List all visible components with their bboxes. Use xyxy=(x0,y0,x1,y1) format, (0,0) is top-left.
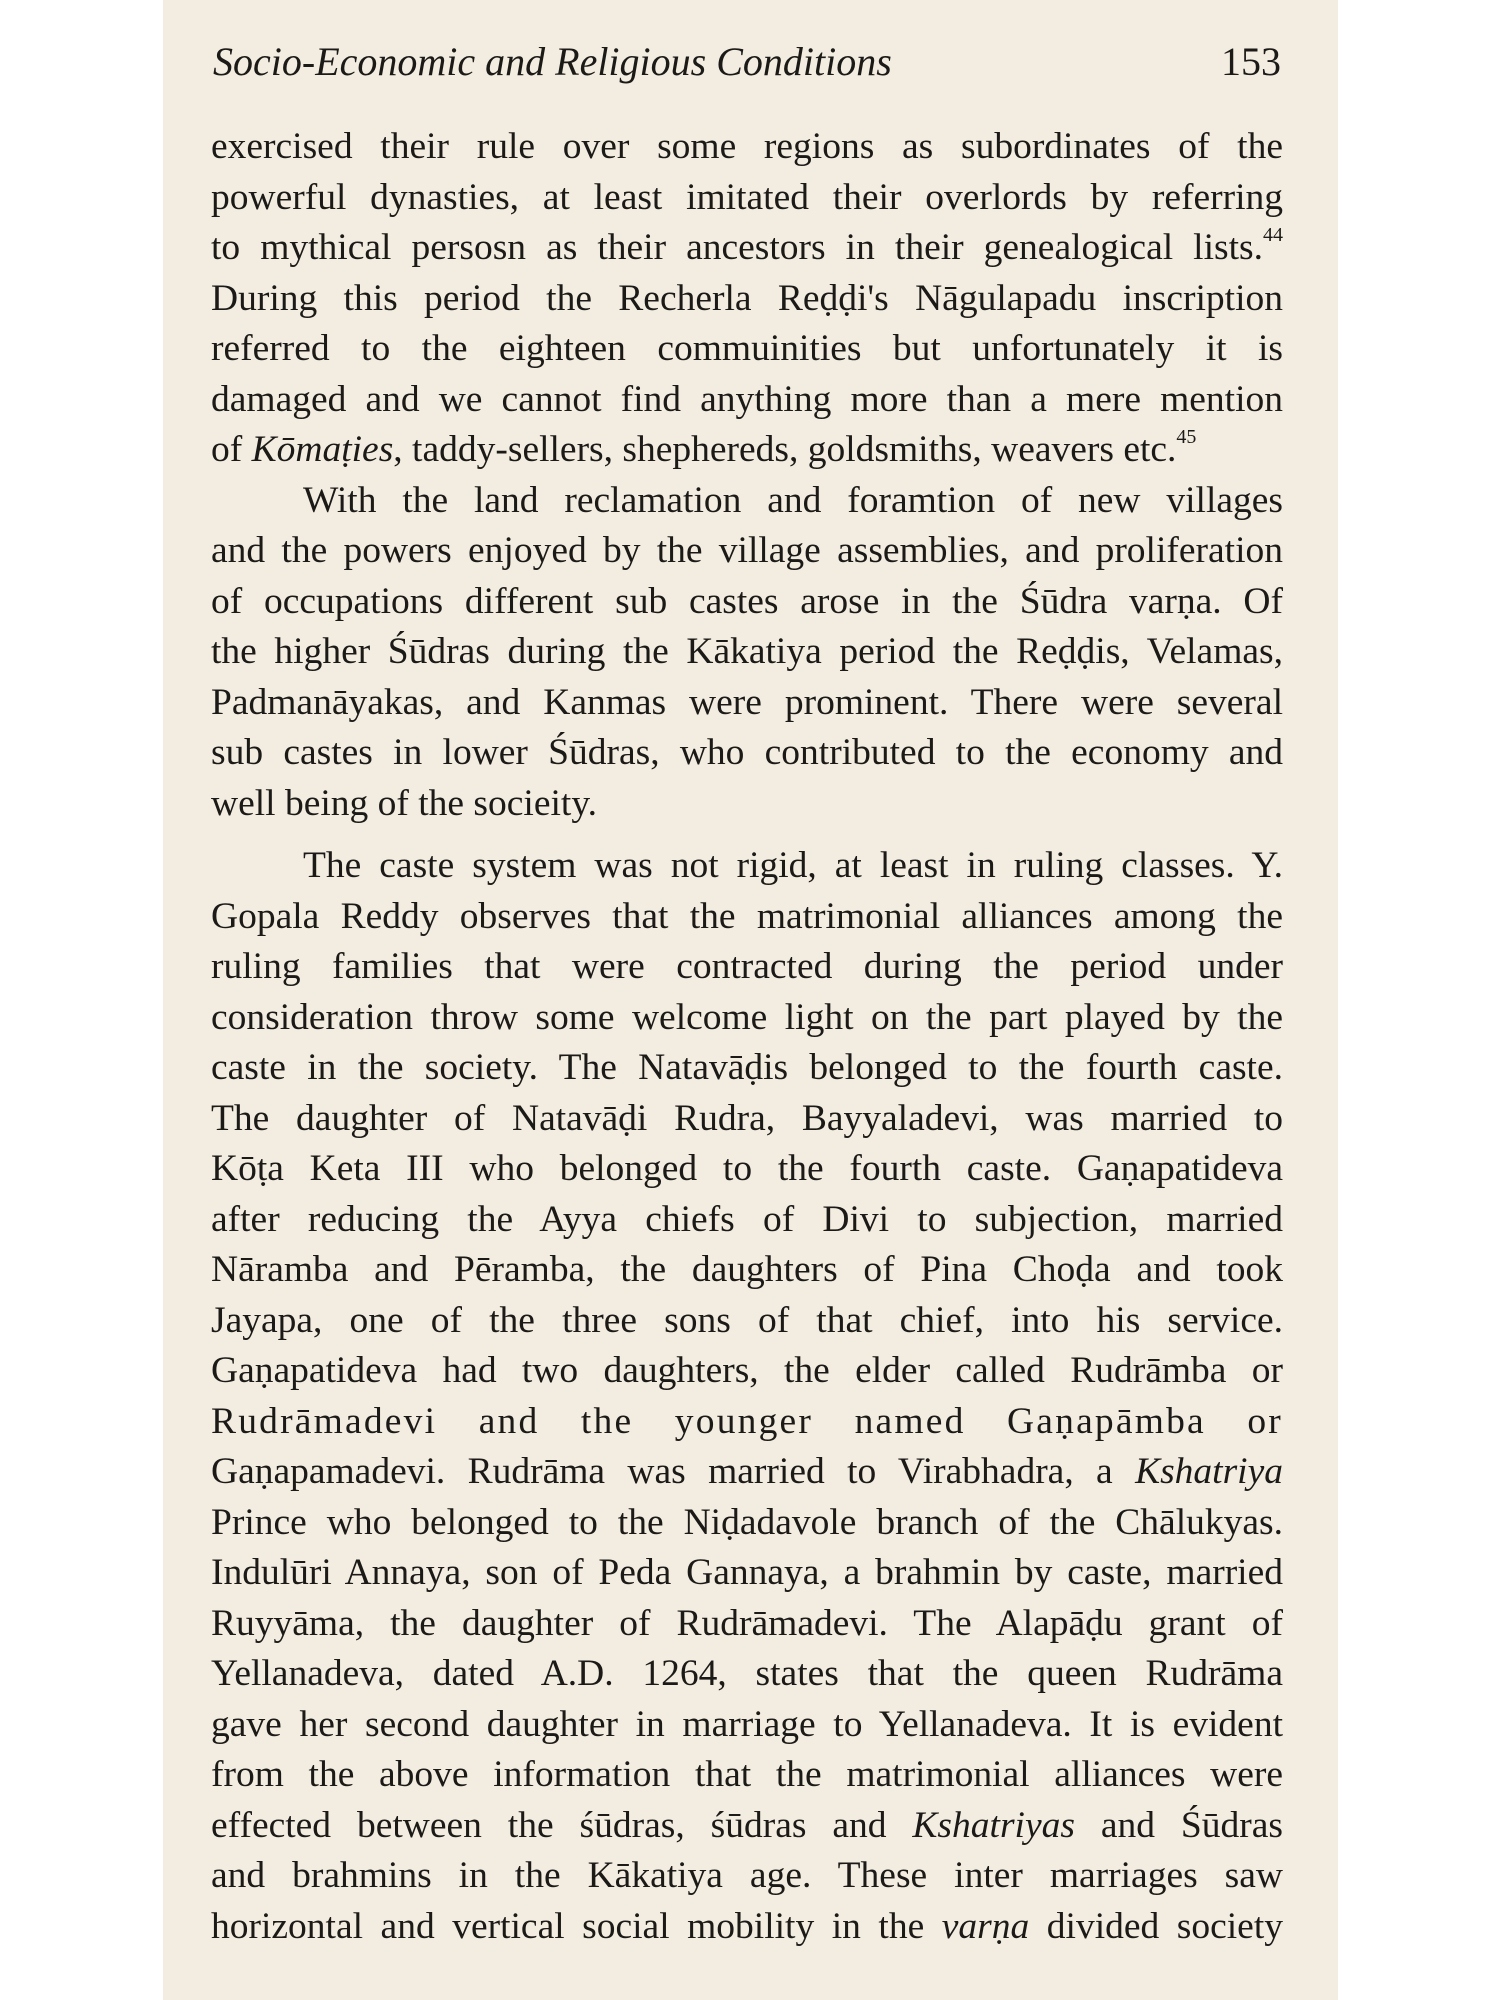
italic-term: Kōmaṭies xyxy=(251,429,394,470)
page-number: 153 xyxy=(1221,39,1281,84)
text-line: and brahmins in the Kākatiya age. These inter marriages saw xyxy=(211,1855,1283,1896)
text-line: Gaṇapatideva had two daughters, the elder called Rudrāmba or xyxy=(211,1350,1283,1391)
text-line: gave her second daughter in marriage to Yellanadeva. It is evident xyxy=(211,1703,1283,1745)
text-line: Gaṇapamadevi. Rudrāma was married to Virabhadra, a Kshatriya xyxy=(211,1451,1283,1492)
text-line: damaged and we cannot find anything more than a mere mention xyxy=(211,378,1283,420)
footnote-marker: 45 xyxy=(1176,426,1197,448)
text-line: of occupations different sub castes arose in the Śūdra varṇa. Of xyxy=(211,580,1283,622)
text-line: caste in the society. The Natavāḍis belonged to the fourth caste. xyxy=(211,1047,1283,1088)
text-line: powerful dynasties, at least imitated their overlords by referring xyxy=(211,176,1283,218)
text-line: the higher Śūdras during the Kākatiya period the Reḍḍis, Velamas, xyxy=(211,631,1283,672)
body-text xyxy=(211,122,1283,1952)
text-line: Yellanadeva, dated A.D. 1264, states that the queen Rudrāma xyxy=(211,1653,1283,1694)
text-line: Nāramba and Pēramba, the daughters of Pina Choḍa and took xyxy=(211,1249,1283,1290)
text-line: Rudrāmadevi and the younger named Gaṇapāmba or xyxy=(211,1400,1283,1442)
text-line: During this period the Recherla Reḍḍi's Nāgulapadu inscription xyxy=(211,277,1283,319)
text-line: consideration throw some welcome light on the part played by the xyxy=(211,996,1283,1038)
text-line: Prince who belonged to the Niḍadavole branch of the Chālukyas. xyxy=(211,1501,1283,1543)
text-line: and the powers enjoyed by the village assemblies, and proliferation xyxy=(211,530,1283,571)
running-header xyxy=(213,38,1281,98)
italic-term: varṇa xyxy=(941,1905,1030,1947)
text-line: Padmanāyakas, and Kanmas were prominent. There were several xyxy=(211,681,1283,723)
text-line: Indulūri Annaya, son of Peda Gannaya, a brahmin by caste, married xyxy=(211,1552,1283,1593)
text-line: The caste system was not rigid, at least in ruling classes. Y. xyxy=(303,845,1283,886)
text-line: Kōṭa Keta III who belonged to the fourth caste. Gaṇapatideva xyxy=(211,1148,1283,1189)
text-line: The daughter of Natavāḍi Rudra, Bayyaladevi, was married to xyxy=(211,1097,1283,1139)
text-line: after reducing the Ayya chiefs of Divi to subjection, married xyxy=(211,1198,1283,1240)
text-line: referred to the eighteen commuinities but unfortunately it is xyxy=(211,328,1283,369)
text-line: horizontal and vertical social mobility in the varṇa divided society xyxy=(211,1905,1283,1947)
text-line: well being of the socieity. xyxy=(211,782,598,824)
italic-term: Kshatriyas xyxy=(912,1804,1075,1846)
text-line: effected between the śūdras, śūdras and Kshatriyas and Śūdras xyxy=(211,1804,1283,1846)
text-line: Ruyyāma, the daughter of Rudrāmadevi. The Alapāḍu grant of xyxy=(211,1602,1283,1644)
text-line: Gopala Reddy observes that the matrimonial alliances among the xyxy=(211,895,1283,937)
text-line: from the above information that the matrimonial alliances were xyxy=(211,1754,1283,1795)
italic-term: Kshatriya xyxy=(1135,1451,1283,1492)
text-line: to mythical persosn as their ancestors in their genealogical lists.$^{44}$ xyxy=(211,224,1283,268)
text-line: of Kōmaṭies, taddy-sellers, shephereds, goldsmiths, weavers etc.$^{45}$ xyxy=(211,426,1197,470)
text-line: Jayapa, one of the three sons of that chief, into his service. xyxy=(211,1299,1283,1341)
text-line: sub castes in lower Śūdras, who contributed to the economy and xyxy=(211,732,1283,773)
text-line: ruling families that were contracted during the period under xyxy=(211,946,1283,987)
running-title: Socio-Economic and Religious Conditions xyxy=(213,39,892,84)
book-page xyxy=(163,0,1338,2000)
text-line: exercised their rule over some regions as subordinates of the xyxy=(211,126,1283,167)
footnote-marker: 44 xyxy=(1263,224,1283,246)
text-line: With the land reclamation and foramtion of new villages xyxy=(303,479,1283,521)
